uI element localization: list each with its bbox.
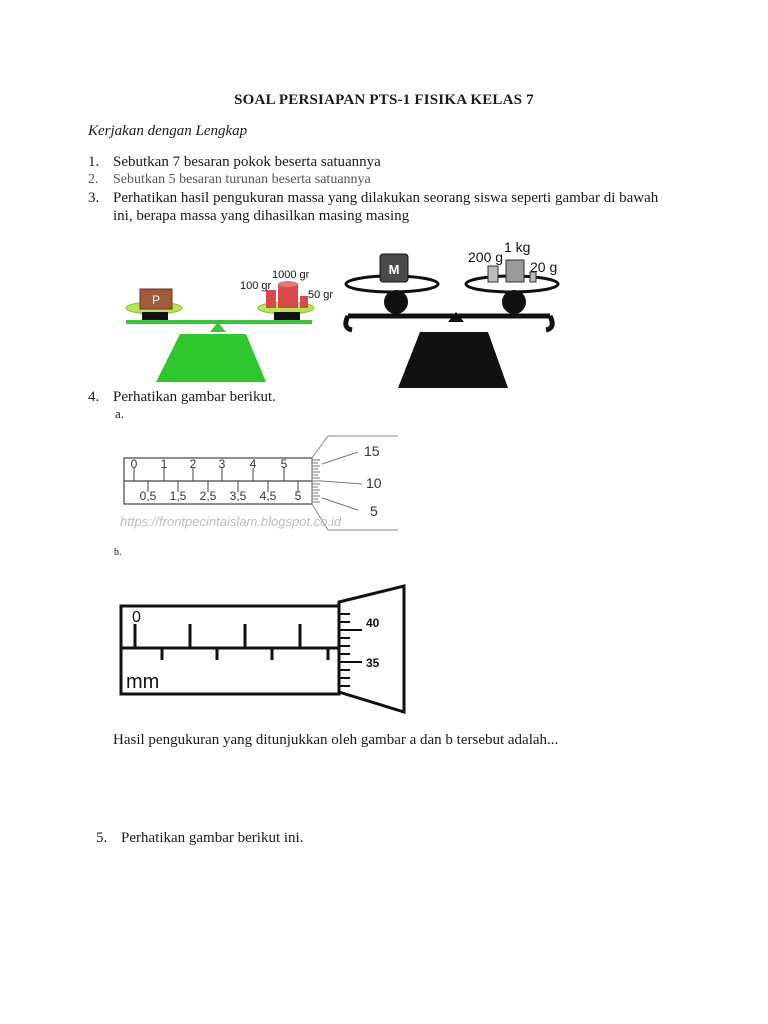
question-text-line2: ini, berapa massa yang dihasilkan masing masing — [113, 208, 410, 224]
half-tick-label: 2,5 — [199, 489, 217, 503]
question-number: 1. — [88, 154, 100, 170]
question-3 — [88, 189, 728, 225]
balance-scale-green — [120, 262, 340, 386]
half-tick-label: 4,5 — [259, 489, 277, 503]
question-text-line1: Perhatikan hasil pengukuran massa yang dilakukan seorang siswa seperti gambar di bawah — [113, 190, 659, 206]
question-5 — [96, 829, 696, 847]
instruction-subtitle: Kerjakan dengan Lengkap — [88, 123, 248, 139]
main-tick-label: 1 — [160, 457, 168, 471]
main-tick-label: 0 — [130, 457, 138, 471]
balance-scale-black — [338, 238, 560, 388]
part-b-label: b. — [114, 547, 122, 558]
weight-label-200g: 200 g — [468, 249, 504, 265]
main-tick-label: 2 — [189, 457, 197, 471]
weight-label-50: 50 gr — [308, 289, 334, 301]
thimble-value-5: 5 — [370, 503, 378, 519]
object-p-label: P — [151, 293, 161, 307]
part-a-label: a. — [115, 406, 125, 421]
unit-label: mm — [126, 671, 160, 693]
page-title: SOAL PERSIAPAN PTS-1 FISIKA KELAS 7 — [234, 92, 534, 108]
thimble-value-40: 40 — [366, 616, 380, 630]
weight-label-1000: 1000 gr — [272, 269, 310, 281]
question-text: Sebutkan 5 besaran turunan beserta satuannya — [113, 172, 371, 187]
question-2 — [88, 171, 688, 189]
zero-label: 0 — [132, 609, 141, 626]
question-text: Perhatikan gambar berikut. — [113, 389, 276, 405]
thimble-value-35: 35 — [366, 656, 380, 670]
question-number: 4. — [88, 389, 100, 405]
micrometer-scale-b — [118, 584, 410, 716]
object-m-label: M — [388, 262, 400, 277]
question-number: 5. — [96, 830, 108, 846]
main-tick-label: 3 — [218, 457, 226, 471]
measurement-scale-a — [118, 432, 408, 534]
half-tick-label: 1,5 — [169, 489, 187, 503]
watermark-url: https://frontpecintaislam.blogspot.co.id — [120, 514, 342, 529]
question-4-prompt: Hasil pengukuran yang ditunjukkan oleh gambar a dan b tersebut adalah... — [113, 732, 559, 748]
half-tick-label: 5 — [294, 489, 302, 503]
question-text: Perhatikan gambar berikut ini. — [121, 830, 304, 846]
half-tick-label: 0,5 — [139, 489, 157, 503]
question-1 — [88, 153, 688, 171]
thimble-value-10: 10 — [366, 475, 382, 491]
weight-label-100: 100 gr — [240, 280, 272, 292]
question-4 — [88, 388, 688, 406]
question-number: 3. — [88, 190, 100, 206]
main-tick-label: 4 — [249, 457, 257, 471]
thimble-value-15: 15 — [364, 443, 380, 459]
question-number: 2. — [88, 172, 99, 187]
weight-label-1kg: 1 kg — [504, 239, 531, 255]
main-tick-label: 5 — [280, 457, 288, 471]
question-text: Sebutkan 7 besaran pokok beserta satuannya — [113, 154, 381, 170]
half-tick-label: 3,5 — [229, 489, 247, 503]
weight-label-20g: 20 g — [530, 259, 558, 275]
